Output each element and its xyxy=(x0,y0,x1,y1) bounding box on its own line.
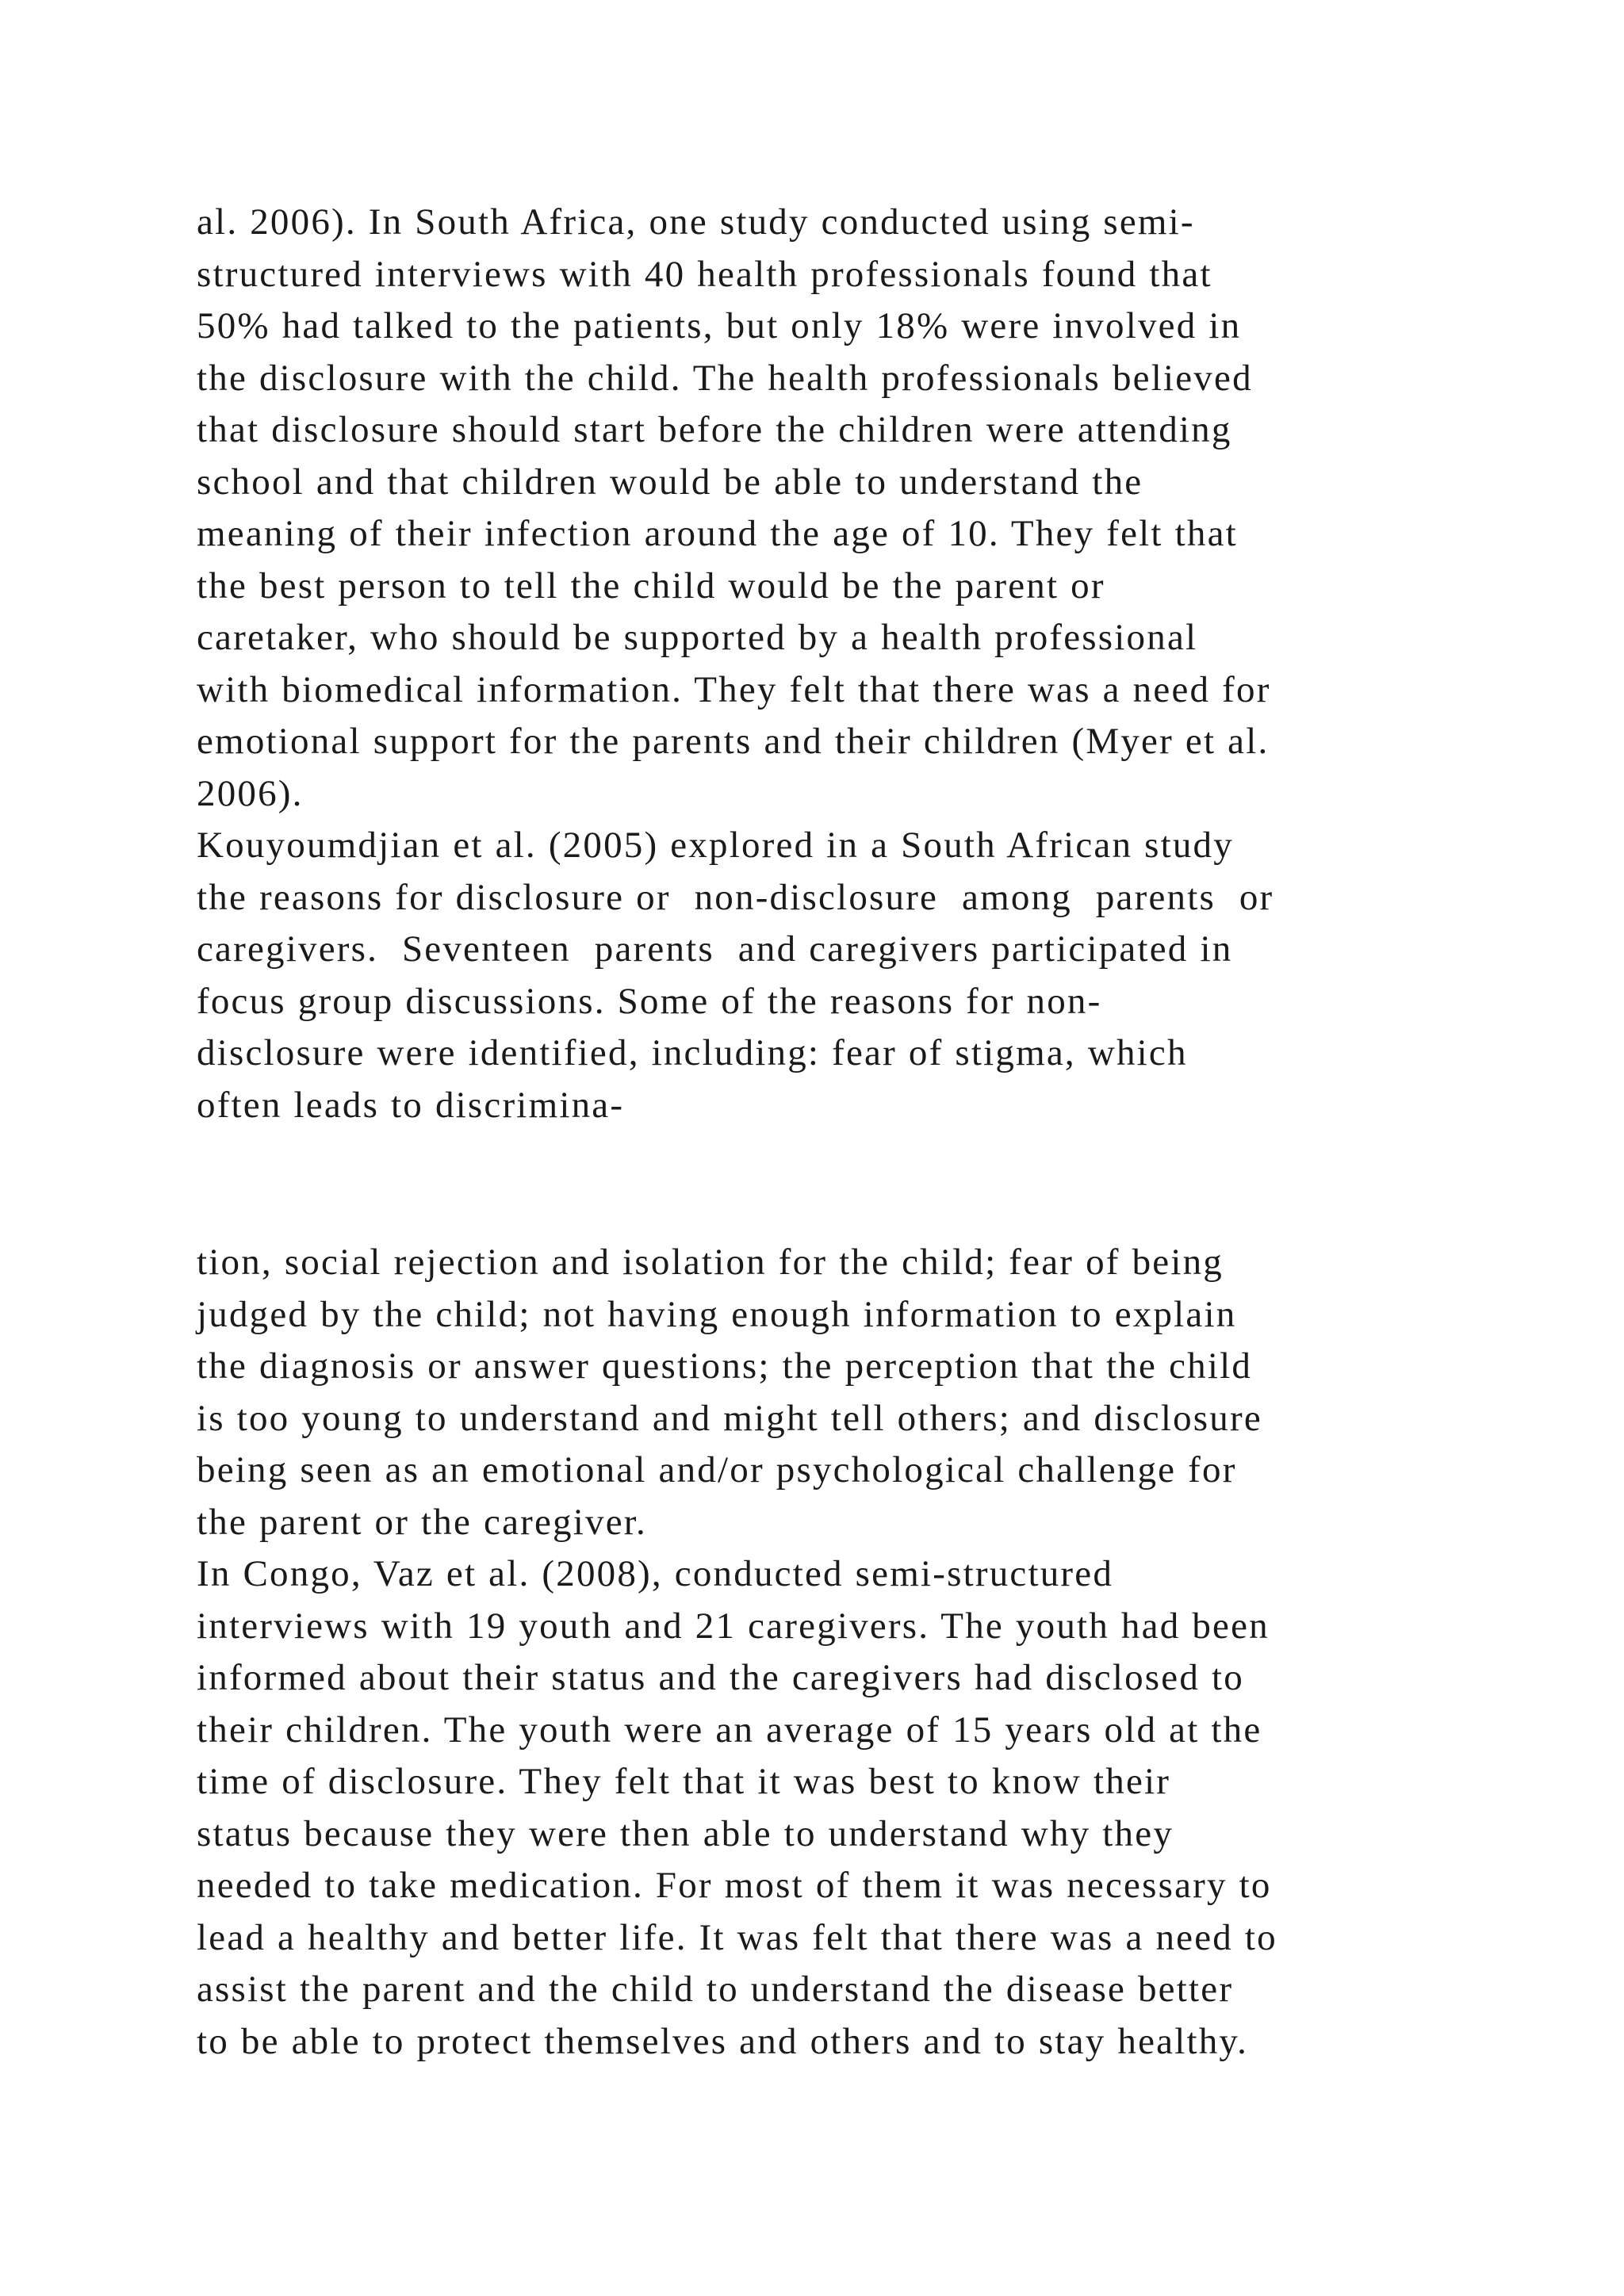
text-line: the disclosure with the child. The health professionals believed xyxy=(197,357,1253,399)
text-line: focus group discussions. Some of the reasons for non- xyxy=(197,980,1102,1022)
text-line: is too young to understand and might tell others; and disclosure xyxy=(197,1397,1262,1439)
text-line: caretaker, who should be supported by a health professional xyxy=(197,617,1198,658)
text-line: with biomedical information. They felt that there was a need for xyxy=(197,668,1271,710)
text-line: the parent or the caregiver. xyxy=(197,1501,647,1543)
text-line: 2006). xyxy=(197,772,304,814)
text-line: to be able to protect themselves and others and to stay healthy. xyxy=(197,2020,1249,2062)
text-line: their children. The youth were an average of 15 years old at the xyxy=(197,1709,1262,1751)
text-line: emotional support for the parents and their children (Myer et al. xyxy=(197,721,1270,762)
text-line: In Congo, Vaz et al. (2008), conducted semi-structured xyxy=(197,1553,1114,1594)
text-line: assist the parent and the child to understand the disease better xyxy=(197,1969,1234,2010)
text-line: time of disclosure. They felt that it was best to know their xyxy=(197,1761,1171,1802)
text-line: disclosure were identified, including: fear of stigma, which xyxy=(197,1032,1188,1073)
text-line: 50% had talked to the patients, but only 18% were involved in xyxy=(197,305,1242,346)
text-line: structured interviews with 40 health professionals found that xyxy=(197,253,1212,295)
text-line: meaning of their infection around the age of 10. They felt that xyxy=(197,513,1238,554)
text-line: that disclosure should start before the children were attending xyxy=(197,409,1232,450)
text-line: caregivers. Seventeen parents and caregivers participated in xyxy=(197,928,1233,970)
text-line: al. 2006). In South Africa, one study conducted using semi- xyxy=(197,201,1195,243)
text-line: status because they were then able to understand why they xyxy=(197,1812,1174,1854)
text-line: lead a healthy and better life. It was felt that there was a need to xyxy=(197,1916,1277,1958)
text-block-top xyxy=(197,197,1450,1131)
text-line: needed to take medication. For most of them it was necessary to xyxy=(197,1865,1272,1906)
text-line: often leads to discrimina- xyxy=(197,1084,625,1126)
text-block-bottom xyxy=(197,1237,1450,2068)
text-line: Kouyoumdjian et al. (2005) explored in a South African study xyxy=(197,825,1234,866)
text-line: being seen as an emotional and/or psychological challenge for xyxy=(197,1449,1237,1490)
text-line: the diagnosis or answer questions; the perception that the child xyxy=(197,1345,1253,1387)
text-line: informed about their status and the caregivers had disclosed to xyxy=(197,1657,1244,1698)
text-line: judged by the child; not having enough information to explain xyxy=(197,1293,1237,1335)
text-line: the reasons for disclosure or non-disclosure among parents or xyxy=(197,876,1274,918)
text-line: school and that children would be able to understand the xyxy=(197,461,1143,503)
text-line: the best person to tell the child would be the parent or xyxy=(197,564,1105,607)
text-line: interviews with 19 youth and 21 caregivers. The youth had been xyxy=(197,1605,1270,1647)
text-line: tion, social rejection and isolation for the child; fear of being xyxy=(197,1242,1224,1283)
